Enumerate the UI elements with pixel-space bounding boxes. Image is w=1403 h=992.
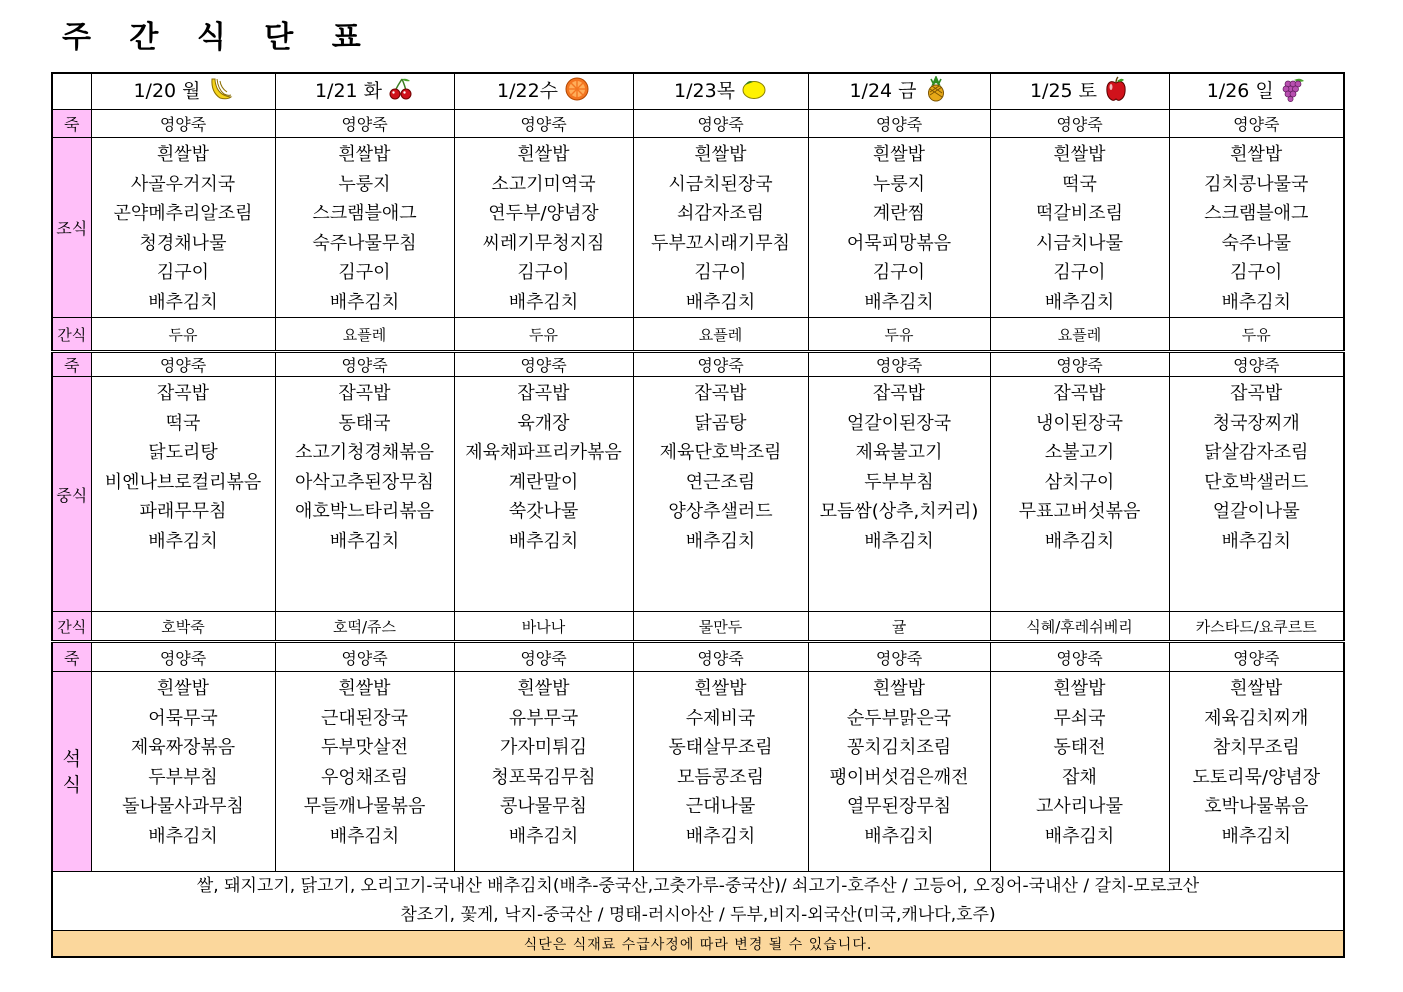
menu-item: 두부맛살전 [321,737,408,758]
afternoon_snack-cell: 물만두 [633,612,808,642]
menu-item: 쇠감자조림 [677,203,764,224]
menu-item: 청경채나물 [139,232,227,254]
menu-item: 흰쌀밥 [1230,144,1283,165]
menu-item: 배추김치 [148,291,218,313]
menu-item: 시금치된장국 [668,173,773,195]
menu-item: 닭살감자조림 [1204,442,1309,463]
breakfast-cell [1169,138,1344,318]
menu-item: 계란찜 [872,203,926,224]
menu-item: 모듬쌈(상추,치커리) [819,501,979,522]
morning_snack-cell: 요플레 [633,318,808,352]
label-porridge-text: 죽 [64,356,80,375]
menu-item: 유부무국 [508,707,579,729]
menu-item: 닭곰탕 [694,412,747,434]
origin-info [52,872,1344,931]
menu-item: 순두부맑은국 [846,707,952,729]
menu-item: 소고기청경채볶음 [294,442,435,463]
menu-item: 가자미튀김 [500,737,587,758]
dinner-row [52,672,1344,872]
day-header [454,73,633,110]
lunch-cell [990,377,1169,612]
dinner_porridge-cell: 영양죽 [990,642,1169,672]
afternoon_snack-cell: 식혜/후레쉬베리 [990,612,1169,642]
lunch-cell [633,377,808,612]
breakfast-cell [275,138,454,318]
menu-item: 연근조림 [685,471,756,493]
day-date: 1/21 화 [314,80,383,102]
menu-item: 애호박느타리볶음 [294,501,435,522]
label-snack-text: 간식 [57,617,87,636]
label-breakfast-text: 조식 [56,219,88,238]
menu-item: 청포묵김무침 [491,766,596,788]
lemon-icon [741,76,767,107]
afternoon_snack-cell: 카스타드/요쿠르트 [1169,612,1344,642]
menu-item: 흰쌀밥 [338,144,391,165]
menu-item: 배추김치 [329,530,400,552]
notice-row [52,931,1344,958]
menu-item: 계란말이 [508,471,579,493]
menu-item: 파래무무침 [139,501,227,522]
menu-item: 비엔나브로컬리볶음 [104,471,262,493]
label-lunch-text: 중식 [56,485,88,505]
dinner_porridge-cell: 영양죽 [454,642,633,672]
lunch-cell [1169,377,1344,612]
breakfast-cell [633,138,808,318]
day-date: 1/23목 [673,80,736,102]
weekly-menu-table [51,72,1345,958]
menu-item: 흰쌀밥 [694,144,747,165]
menu-item: 배추김치 [148,530,218,552]
menu-item: 우엉채조림 [321,766,408,788]
menu-item: 고사리나물 [1036,796,1123,817]
menu-item: 배추김치 [148,825,218,847]
menu-item: 참치무조림 [1212,737,1300,758]
menu-item: 흰쌀밥 [694,678,747,699]
label-lunch [52,377,91,612]
label-dinner-text-1: 석 [62,747,81,770]
menu-item: 단호박샐러드 [1204,471,1309,493]
lunch_porridge-cell: 영양죽 [990,352,1169,377]
dinner-cell [1169,672,1344,872]
dinner_porridge-cell: 영양죽 [633,642,808,672]
menu-item: 꽁치김치조림 [846,737,952,758]
page-title: 주 간 식 단 표 [62,20,375,55]
menu-item: 김구이 [338,262,391,283]
morning_snack-cell: 두유 [91,318,275,352]
menu-item: 김구이 [1053,262,1106,283]
menu-item: 쑥갓나물 [508,501,579,522]
breakfast_porridge-cell: 영양죽 [990,110,1169,138]
menu-item: 배추김치 [685,291,756,313]
lunch_porridge-row [52,352,1344,377]
menu-item: 시금치나물 [1036,232,1123,254]
breakfast_porridge-cell: 영양죽 [1169,110,1344,138]
menu-item: 배추김치 [1044,825,1115,847]
menu-item: 잡곡밥 [156,383,210,404]
dinner_porridge-cell: 영양죽 [91,642,275,672]
menu-item: 동태국 [338,412,391,434]
dinner-cell [990,672,1169,872]
label-breakfast [52,138,91,318]
label-dinner [52,672,91,872]
menu-item: 팽이버섯검은깨전 [829,766,969,788]
pineapple-icon [923,76,949,107]
dinner-cell [808,672,990,872]
menu-item: 숙주나물 [1221,232,1292,254]
day-date: 1/25 토 [1029,80,1098,102]
menu-item: 김구이 [872,262,926,283]
menu-item: 곤약메추리알조림 [113,203,253,224]
lunch_porridge-cell: 영양죽 [808,352,990,377]
label-snack-text: 간식 [57,325,87,344]
menu-item: 잡곡밥 [872,383,926,404]
menu-item: 잡곡밥 [1230,383,1283,404]
menu-item: 흰쌀밥 [517,678,570,699]
menu-item: 제육채파프리카볶음 [465,442,622,463]
morning_snack-cell: 두유 [1169,318,1344,352]
menu-item: 흰쌀밥 [156,144,210,165]
menu-item: 배추김치 [685,530,756,552]
label-dinner-text-2: 식 [62,773,81,796]
menu-item: 소고기미역국 [491,173,596,195]
morning_snack-cell: 요플레 [990,318,1169,352]
morning_snack-cell: 두유 [454,318,633,352]
breakfast-cell [91,138,275,318]
menu-item: 김구이 [156,262,210,283]
breakfast-row [52,138,1344,318]
lunch_porridge-cell: 영양죽 [633,352,808,377]
breakfast-cell [454,138,633,318]
menu-item: 잡곡밥 [338,383,391,404]
label-porridge [52,110,91,138]
dinner_porridge-cell: 영양죽 [275,642,454,672]
lunch_porridge-cell: 영양죽 [454,352,633,377]
breakfast_porridge-cell: 영양죽 [454,110,633,138]
menu-item: 동태살무조림 [668,737,773,758]
breakfast_porridge-row [52,110,1344,138]
day-date: 1/26 일 [1206,80,1274,102]
day-header [1169,73,1344,110]
label-porridge-text: 죽 [64,648,80,668]
label-porridge [52,642,91,672]
menu-item: 수제비국 [685,707,756,729]
menu-item: 배추김치 [1221,530,1292,552]
dinner-cell [633,672,808,872]
menu-item: 무쇠국 [1053,707,1106,729]
morning_snack-row [52,318,1344,352]
menu-item: 숙주나물무침 [312,232,417,254]
day-header [275,73,454,110]
menu-item: 도토리묵/양념장 [1192,766,1321,788]
breakfast-cell [808,138,990,318]
menu-item: 돌나물사과무침 [122,796,244,817]
menu-item: 배추김치 [329,825,400,847]
menu-item: 모듬콩조림 [677,766,764,788]
menu-item: 배추김치 [508,825,579,847]
dinner-cell [454,672,633,872]
dinner_porridge-cell: 영양죽 [1169,642,1344,672]
menu-item: 삼치구이 [1044,471,1115,493]
menu-item: 근대된장국 [321,707,408,729]
menu-item: 청국장찌개 [1212,412,1300,434]
menu-item: 김구이 [694,262,747,283]
label-snack [52,612,91,642]
menu-item: 두부부침 [148,766,218,788]
label-snack [52,318,91,352]
label-porridge [52,352,91,377]
menu-item: 누룽지 [872,173,926,195]
menu-item: 두부꼬시래기무침 [650,232,791,254]
apple-icon [1103,76,1129,107]
menu-item: 무들깨나물볶음 [303,796,426,817]
menu-item: 배추김치 [685,825,756,847]
breakfast-cell [990,138,1169,318]
origin-line-1: 쌀, 돼지고기, 닭고기, 오리고기-국내산 배추김치(배추-중국산,고춧가루-중국산)/ 쇠고기-호주산 / 고등어, 오징어-국내산 / 갈치-모로코산 [196,876,1200,896]
dinner-cell [91,672,275,872]
menu-item: 콩나물무침 [500,796,587,817]
breakfast_porridge-cell: 영양죽 [633,110,808,138]
menu-item: 떡갈비조림 [1036,203,1123,224]
lunch-cell [454,377,633,612]
menu-item: 배추김치 [1221,291,1292,313]
menu-item: 두부부침 [864,471,934,493]
afternoon_snack-cell: 호박죽 [91,612,275,642]
menu-item: 누룽지 [338,173,391,195]
menu-item: 김구이 [1230,262,1283,283]
menu-item: 제육김치찌개 [1204,707,1309,729]
afternoon_snack-row [52,612,1344,642]
day-header [990,73,1169,110]
menu-item: 배추김치 [1044,291,1115,313]
dinner_porridge-row [52,642,1344,672]
menu-item: 아삭고추된장무침 [294,471,435,493]
menu-item: 김치콩나물국 [1204,173,1309,195]
menu-item: 잡곡밥 [694,383,747,404]
menu-item: 배추김치 [508,291,579,313]
menu-item: 근대나물 [685,796,756,817]
menu-item: 잡채 [1062,766,1097,788]
origin-row [52,872,1344,931]
menu-item: 호박나물볶음 [1204,796,1309,817]
menu-item: 배추김치 [1221,825,1292,847]
menu-item: 흰쌀밥 [517,144,570,165]
menu-item: 흰쌀밥 [1053,144,1106,165]
menu-item: 흰쌀밥 [1053,678,1106,699]
menu-item: 배추김치 [864,291,934,313]
menu-item: 스크램블애그 [1204,203,1309,224]
menu-item: 어묵무국 [148,707,218,729]
origin-line-2: 참조기, 꽃게, 낙지-중국산 / 명태-러시아산 / 두부,비지-외국산(미국,캐나다,호주) [400,905,996,925]
menu-item: 배추김치 [329,291,400,313]
menu-item: 냉이된장국 [1036,412,1123,434]
morning_snack-cell: 두유 [808,318,990,352]
banana-icon [207,76,233,107]
menu-item: 배추김치 [508,530,579,552]
day-date: 1/24 금 [849,80,917,102]
menu-item: 흰쌀밥 [156,678,210,699]
menu-item: 잡곡밥 [517,383,570,404]
morning_snack-cell: 요플레 [275,318,454,352]
lunch-cell [808,377,990,612]
notice-text: 식단은 식재료 수급사정에 따라 변경 될 수 있습니다. [52,931,1344,958]
menu-item: 배추김치 [864,530,934,552]
menu-item: 씨레기무청지짐 [482,232,605,254]
menu-item: 김구이 [517,262,570,283]
dinner-cell [275,672,454,872]
lunch-cell [91,377,275,612]
menu-item: 떡국 [1062,173,1097,195]
menu-item: 동태전 [1053,737,1106,758]
day-date: 1/20 월 [133,80,201,102]
lunch_porridge-cell: 영양죽 [1169,352,1344,377]
menu-item: 사골우거지국 [130,173,236,195]
breakfast_porridge-cell: 영양죽 [91,110,275,138]
menu-item: 열무된장무침 [846,796,952,817]
lunch-row [52,377,1344,612]
lunch_porridge-cell: 영양죽 [91,352,275,377]
menu-item: 얼갈이된장국 [846,412,952,434]
corner-cell [52,73,91,110]
menu-item: 흰쌀밥 [338,678,391,699]
afternoon_snack-cell: 귤 [808,612,990,642]
lunch_porridge-cell: 영양죽 [275,352,454,377]
menu-item: 떡국 [165,412,201,434]
menu-item: 제육불고기 [855,442,943,463]
breakfast_porridge-cell: 영양죽 [275,110,454,138]
lunch-cell [275,377,454,612]
day-header [91,73,275,110]
menu-item: 스크램블애그 [312,203,417,224]
menu-item: 배추김치 [864,825,934,847]
menu-item: 배추김치 [1044,530,1115,552]
breakfast_porridge-cell: 영양죽 [808,110,990,138]
menu-item: 연두부/양념장 [488,203,599,224]
day-date: 1/22수 [496,80,559,102]
menu-item: 양상추샐러드 [668,501,773,522]
menu-item: 닭도리탕 [148,442,218,463]
afternoon_snack-cell: 호떡/쥬스 [275,612,454,642]
menu-item: 잡곡밥 [1053,383,1106,404]
afternoon_snack-cell: 바나나 [454,612,633,642]
label-porridge-text: 죽 [64,115,80,134]
menu-item: 육개장 [517,412,570,434]
day-header [633,73,808,110]
grape-icon [1280,76,1306,107]
menu-item: 흰쌀밥 [872,144,926,165]
menu-item: 소불고기 [1044,442,1115,463]
menu-item: 얼갈이나물 [1212,501,1300,522]
day-header [808,73,990,110]
dinner_porridge-cell: 영양죽 [808,642,990,672]
menu-item: 제육단호박조림 [659,442,782,463]
menu-item: 제육짜장볶음 [130,737,236,758]
menu-item: 무표고버섯볶음 [1018,501,1141,522]
orange-icon [564,76,590,107]
menu-item: 흰쌀밥 [872,678,926,699]
menu-item: 흰쌀밥 [1230,678,1283,699]
cherry-icon [388,76,414,107]
menu-item: 어묵피망볶음 [846,232,952,254]
header-row [52,73,1344,110]
